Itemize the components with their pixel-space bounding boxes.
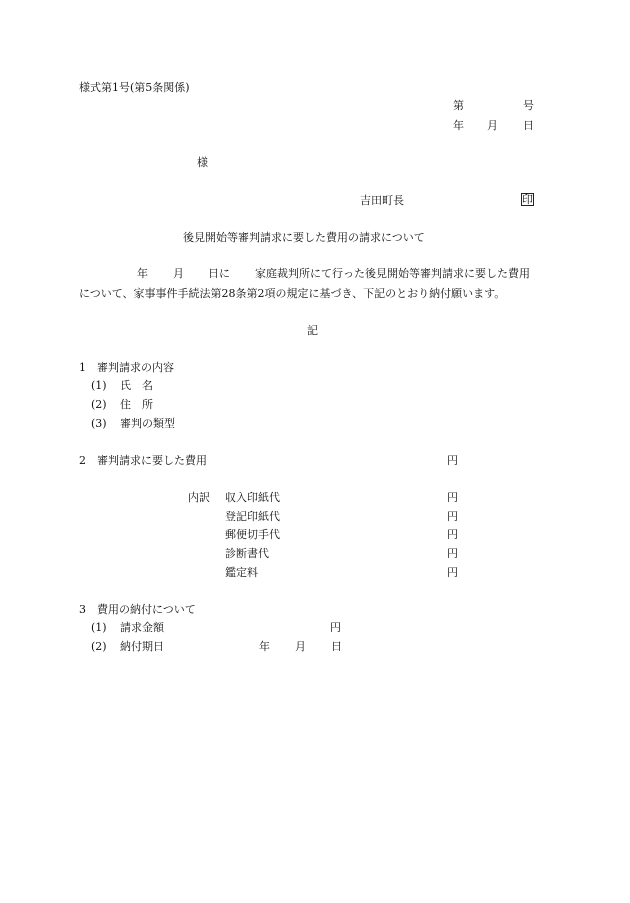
due-date-label: 納付期日 — [120, 640, 164, 653]
claim-amount-label: 請求金額 — [120, 621, 164, 634]
section2-heading: 2 審判請求に要した費用 — [79, 454, 207, 467]
breakdown-item-label: 登記印紙代 — [225, 510, 280, 523]
section1-heading: 1 審判請求の内容 — [79, 361, 174, 374]
sender-name: 吉田町長 — [360, 194, 404, 207]
section3-item-num: (2) — [91, 640, 107, 653]
date-year: 年 — [453, 119, 464, 132]
form-label: 様式第1号(第5条関係) — [79, 81, 190, 94]
recipient-honorific: 様 — [197, 156, 208, 169]
section3-item-num: (1) — [91, 621, 107, 634]
date-day: 日 — [523, 119, 534, 132]
section1-item-label: 氏 名 — [120, 379, 153, 392]
section1-item-num: (1) — [91, 379, 107, 392]
number-prefix: 第 — [453, 99, 464, 112]
body-month: 月 — [173, 267, 184, 280]
due-date-year: 年 — [259, 640, 270, 653]
seal-stamp: 印 — [522, 193, 533, 206]
breakdown-item-yen: 円 — [447, 510, 458, 523]
section2-total-yen: 円 — [447, 454, 458, 467]
due-date-day: 日 — [331, 640, 342, 653]
breakdown-item-label: 収入印紙代 — [225, 491, 280, 504]
breakdown-item-label: 鑑定料 — [225, 566, 258, 579]
document-title: 後見開始等審判請求に要した費用の請求について — [183, 231, 425, 244]
section1-item-num: (3) — [91, 417, 107, 430]
breakdown-item-yen: 円 — [447, 528, 458, 541]
date-month: 月 — [487, 119, 498, 132]
section1-item-label: 住 所 — [120, 398, 153, 411]
breakdown-item-label: 郵便切手代 — [225, 528, 280, 541]
breakdown-item-yen: 円 — [447, 547, 458, 560]
body-year: 年 — [137, 267, 148, 280]
body-line2: について、家事事件手続法第28条第2項の規定に基づき、下記のとおり納付願います。 — [79, 287, 506, 300]
breakdown-item-yen: 円 — [447, 566, 458, 579]
section3-heading: 3 費用の納付について — [79, 603, 196, 616]
due-date-month: 月 — [295, 640, 306, 653]
section1-item-num: (2) — [91, 398, 107, 411]
section1-item-label: 審判の類型 — [120, 417, 175, 430]
breakdown-item-yen: 円 — [447, 491, 458, 504]
body-line1: 家庭裁判所にて行った後見開始等審判請求に要した費用 — [255, 267, 530, 280]
claim-amount-yen: 円 — [330, 621, 341, 634]
number-suffix: 号 — [523, 99, 534, 112]
breakdown-label: 内訳 — [188, 491, 210, 504]
body-day: 日に — [208, 267, 230, 280]
ki-mark: 記 — [307, 324, 318, 337]
breakdown-item-label: 診断書代 — [225, 547, 269, 560]
